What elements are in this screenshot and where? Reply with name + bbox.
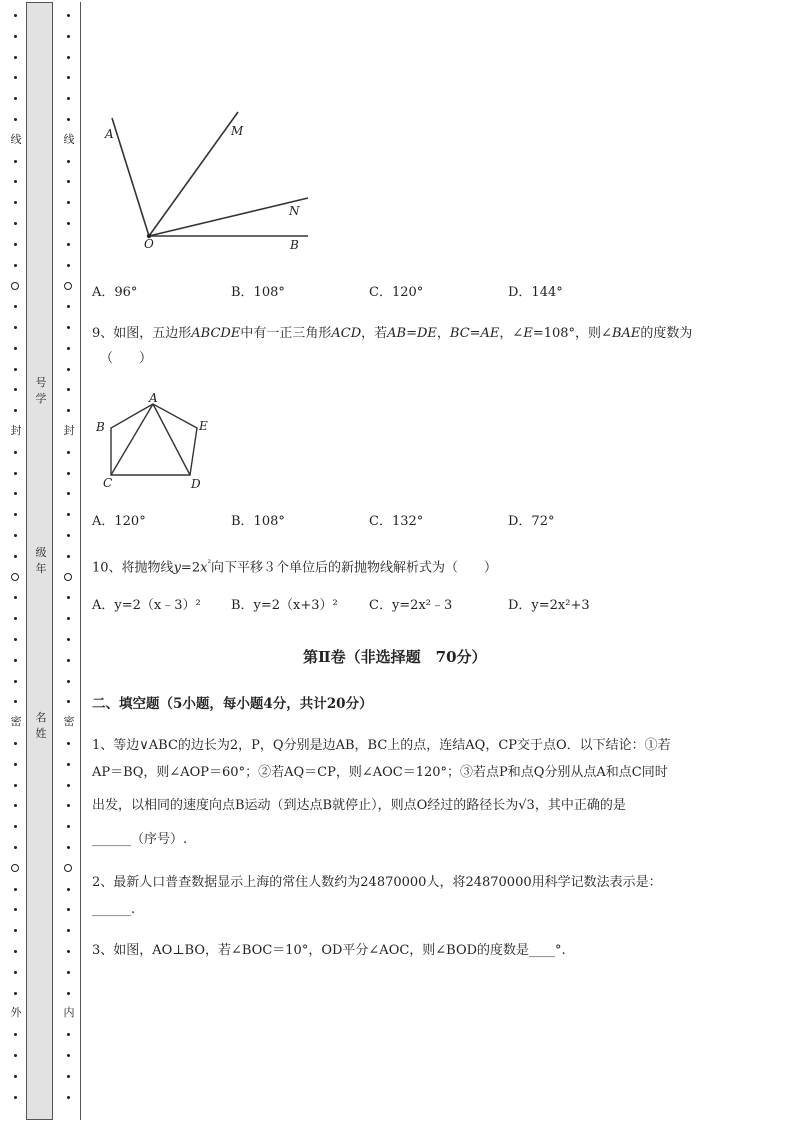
binding-dot [67, 513, 70, 516]
label-B: B [96, 420, 105, 434]
q8-option-d: D．144° [508, 285, 563, 300]
binding-dot [14, 160, 17, 163]
binding-dot [67, 243, 70, 246]
binding-dot [67, 680, 70, 683]
q9-stem: 9、如图，五边形ABCDE中有一正三角形ACD，若AB=DE，BC=AE，∠E=108°，则∠BAE的度数为 [92, 326, 693, 341]
binding-dot [14, 1096, 17, 1099]
binding-dot [67, 160, 70, 163]
binding-dot [67, 451, 70, 454]
fill3-line1: 3、如图，AO⊥BO，若∠BOC＝10°，OD平分∠AOC，则∠BOD的度数是____°. [92, 943, 566, 958]
binding-ring-icon [64, 282, 72, 290]
binding-dot [67, 368, 70, 371]
binding-dot [14, 326, 17, 329]
binding-dot [14, 700, 17, 703]
binding-dot [67, 409, 70, 412]
binding-dot [67, 35, 70, 38]
binding-dot [67, 305, 70, 308]
binding-dot [14, 617, 17, 620]
binding-dot [14, 513, 17, 516]
q10-option-b: B．y=2（x+3）² [231, 598, 338, 613]
binding-dot [14, 1075, 17, 1078]
binding-mark: 内 [63, 1006, 75, 1019]
angle-figure [95, 110, 325, 260]
binding-dot [14, 950, 17, 953]
binding-ring-icon [64, 573, 72, 581]
binding-dot [14, 388, 17, 391]
binding-dot [14, 409, 17, 412]
binding-dot [67, 971, 70, 974]
label-B: B [290, 238, 299, 252]
label-C: C [103, 476, 113, 490]
binding-dot [14, 56, 17, 59]
binding-dot [67, 14, 70, 17]
part2-title: 第Ⅱ卷（非选择题 70分） [303, 648, 487, 666]
q9-option-b: B．108° [231, 514, 285, 529]
fill1-line4: ______（序号）. [92, 832, 188, 847]
binding-dot [67, 1096, 70, 1099]
binding-dot [14, 908, 17, 911]
field-label-grade: 级 年 [35, 546, 47, 575]
binding-inner-line [80, 2, 81, 1120]
binding-dot [14, 534, 17, 537]
q10-option-d: D．y=2x²+3 [508, 598, 590, 613]
binding-dot [67, 825, 70, 828]
binding-mark: 线 [63, 133, 75, 146]
binding-ring-icon [64, 864, 72, 872]
binding-ring-icon [11, 573, 19, 581]
binding-dot [14, 596, 17, 599]
binding-dot [14, 35, 17, 38]
outer-dotted-line [9, 0, 23, 1123]
q9-answer-paren: （ ） [100, 351, 153, 366]
binding-dot [67, 347, 70, 350]
binding-dot [14, 929, 17, 932]
binding-dot [67, 888, 70, 891]
binding-dot [67, 472, 70, 475]
binding-dot [14, 1033, 17, 1036]
binding-mark: 封 [63, 424, 75, 437]
binding-dot [14, 638, 17, 641]
binding-dot [14, 1054, 17, 1057]
binding-dot [67, 929, 70, 932]
binding-dot [14, 264, 17, 267]
binding-dot [14, 14, 17, 17]
binding-dot [14, 680, 17, 683]
section2-heading: 二、填空题（5小题，每小题4分，共计20分） [92, 696, 373, 712]
binding-dot [67, 763, 70, 766]
binding-dot [67, 638, 70, 641]
binding-dot [67, 492, 70, 495]
binding-dot [14, 222, 17, 225]
binding-dot [14, 472, 17, 475]
label-D: D [191, 477, 201, 491]
label-A: A [105, 127, 114, 141]
binding-dot [14, 368, 17, 371]
binding-dot [67, 201, 70, 204]
field-label-name: 名 姓 [35, 711, 47, 740]
q9-option-c: C．132° [369, 514, 424, 529]
binding-dot [14, 201, 17, 204]
binding-dot [14, 825, 17, 828]
field-label-student-id: 号 学 [35, 376, 47, 405]
binding-dot [14, 97, 17, 100]
fill1-line1: 1、等边∨ABC的边长为2，P，Q分别是边AB，BC上的点，连结AQ，CP交于点O．以下结论：①若 [92, 738, 671, 753]
binding-dot [14, 992, 17, 995]
binding-dot [14, 180, 17, 183]
binding-dot [67, 784, 70, 787]
binding-dot [67, 992, 70, 995]
binding-dot [14, 492, 17, 495]
binding-dot [67, 264, 70, 267]
q8-option-b: B．108° [231, 285, 285, 300]
label-N: N [289, 204, 300, 218]
binding-dot [67, 596, 70, 599]
q9-option-a: A．120° [92, 514, 146, 529]
q10-stem: 10、将抛物线$y=2x^{^2}$向下平移３个单位后的新抛物线解析式为（ ） [92, 559, 498, 576]
binding-dot [14, 76, 17, 79]
binding-dot [14, 804, 17, 807]
fill2-line1: 2、最新人口普查数据显示上海的常住人数约为24870000人，将24870000用科学记数法表示是： [92, 875, 662, 890]
binding-dot [67, 700, 70, 703]
binding-dot [67, 534, 70, 537]
binding-mark: 外 [10, 1006, 22, 1019]
label-E: E [199, 419, 208, 433]
binding-dot [14, 243, 17, 246]
fill2-line2: ______. [92, 902, 136, 917]
q9-option-d: D．72° [508, 514, 555, 529]
binding-dot [14, 742, 17, 745]
binding-dot [14, 763, 17, 766]
segment-AC [111, 404, 153, 475]
binding-dot [14, 555, 17, 558]
binding-dot [67, 908, 70, 911]
binding-dot [67, 555, 70, 558]
ray-OA [112, 118, 149, 236]
binding-dot [67, 1033, 70, 1036]
binding-ring-icon [11, 864, 19, 872]
binding-dot [67, 617, 70, 620]
binding-dot [67, 1054, 70, 1057]
binding-dot [67, 76, 70, 79]
binding-mark: 密 [63, 715, 75, 728]
binding-dot [14, 118, 17, 121]
binding-dot [14, 888, 17, 891]
binding-dot [67, 56, 70, 59]
binding-dot [14, 659, 17, 662]
q10-option-a: A．y=2（x﹣3）² [92, 598, 201, 613]
binding-dot [67, 388, 70, 391]
binding-dot [67, 1075, 70, 1078]
fill1-line3: 出发，以相同的速度向点B运动（到达点B就停止），则点O经过的路径长为√3，其中正确的是 [92, 798, 626, 813]
binding-dot [67, 950, 70, 953]
binding-mark: 密 [10, 715, 22, 728]
pentagon-figure [95, 390, 220, 492]
q8-option-c: C．120° [369, 285, 424, 300]
binding-dot [67, 222, 70, 225]
binding-dot [14, 347, 17, 350]
binding-dot [14, 846, 17, 849]
label-A: A [149, 391, 158, 405]
binding-dot [14, 305, 17, 308]
label-O: O [144, 237, 154, 251]
q10-option-c: C．y=2x²﹣3 [369, 598, 453, 613]
binding-dot [67, 742, 70, 745]
binding-mark: 封 [10, 424, 22, 437]
binding-dot [67, 846, 70, 849]
binding-dot [14, 784, 17, 787]
binding-mark: 线 [10, 133, 22, 146]
label-M: M [231, 124, 244, 138]
binding-dot [67, 804, 70, 807]
binding-dot [67, 97, 70, 100]
binding-dot [67, 659, 70, 662]
q8-option-a: A．96° [92, 285, 138, 300]
inner-dotted-line [62, 0, 76, 1123]
fill1-line2: AP＝BQ，则∠AOP＝60°；②若AQ＝CP，则∠AOC＝120°；③若点P和点Q分别从点A和点C同时 [92, 765, 668, 780]
binding-dot [14, 451, 17, 454]
binding-ring-icon [11, 282, 19, 290]
binding-dot [67, 118, 70, 121]
binding-dot [67, 180, 70, 183]
binding-dot [67, 326, 70, 329]
binding-dot [14, 971, 17, 974]
